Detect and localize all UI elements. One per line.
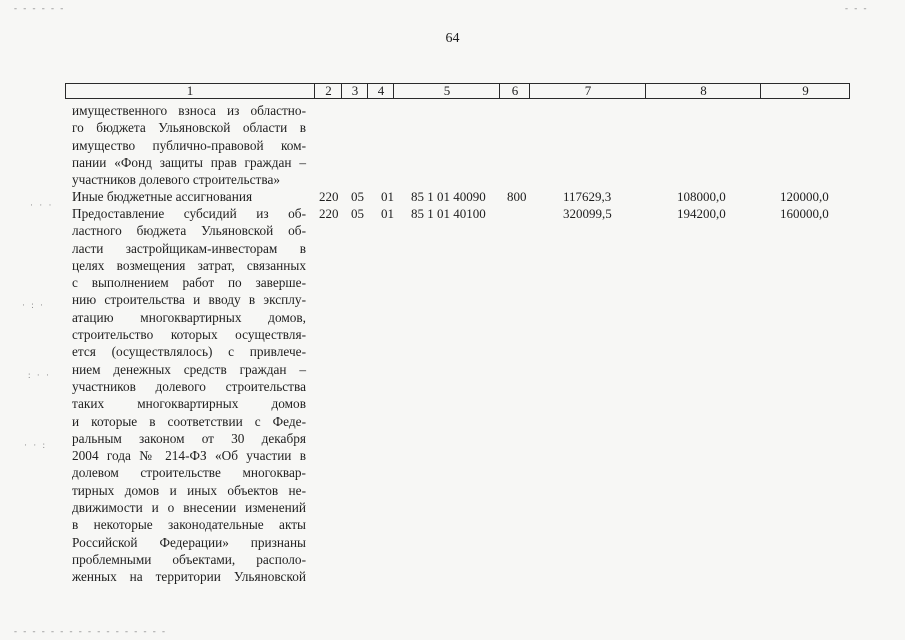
header-col-9: 9	[760, 84, 850, 98]
row-1-col9: 120000,0	[780, 189, 829, 204]
continuation-line: имущество публично-правовой ком-	[72, 137, 306, 153]
row-2-description	[72, 205, 306, 586]
row-1-col3: 05	[351, 189, 364, 204]
row-2-line: Предоставление субсидий из об-	[72, 206, 306, 221]
row-1-description	[72, 188, 306, 205]
header-col-8: 8	[645, 84, 761, 98]
page-number: 64	[445, 31, 460, 46]
header-col-5: 5	[393, 84, 500, 98]
continuation-line: го бюджета Ульяновской области в	[72, 120, 306, 136]
header-col-2: 2	[314, 84, 342, 98]
row-2-line: и которые в соответствии с Феде-	[72, 413, 306, 429]
scan-artifact: : · ·	[28, 370, 51, 380]
header-col-4: 4	[367, 84, 394, 98]
row-2-line: ральным законом от 30 декабря	[72, 430, 306, 446]
row-2-line: долевом строительстве многоквар-	[72, 465, 306, 481]
row-2-line: Российской Федерации» признаны	[72, 534, 306, 550]
row-2-line: в некоторые законодательные акты	[72, 517, 306, 533]
row-2-line: таких многоквартирных домов	[72, 396, 306, 412]
row-1-col7: 117629,3	[563, 189, 612, 204]
row-2-col7: 320099,5	[563, 206, 612, 221]
row-2-line: с выполнением работ по заверше-	[72, 275, 306, 291]
header-col-6: 6	[499, 84, 530, 98]
table-header-row	[65, 83, 850, 99]
continuation-line: пании «Фонд защиты прав граждан –	[72, 154, 306, 170]
row-2-col2: 220	[319, 206, 339, 221]
row-2-col3: 05	[351, 206, 364, 221]
row-2-col8: 194200,0	[677, 206, 726, 221]
row-2-line: участников долевого строительства	[72, 378, 306, 394]
row-2-line: ластного бюджета Ульяновской об-	[72, 223, 306, 239]
scan-artifact: - - - - - -	[14, 3, 66, 13]
scan-artifact: · · ·	[30, 200, 54, 210]
scan-artifact: - - -	[845, 3, 869, 13]
header-col-1: 1	[186, 83, 194, 98]
row-1-line: Иные бюджетные ассигнования	[72, 189, 253, 204]
continuation-line: участников долевого строительства»	[72, 172, 280, 188]
header-col-3: 3	[341, 84, 368, 98]
row-2-line: ется (осуществлялось) с привлече-	[72, 344, 306, 360]
scan-artifact: · : ·	[22, 300, 45, 310]
continuation-line: имущественного взноса из областно-	[72, 103, 306, 118]
row-1-col2: 220	[319, 189, 339, 204]
row-2-col4: 01	[381, 206, 394, 221]
row-1-col5: 85 1 01 40090	[411, 189, 486, 204]
scan-artifact: · · :	[24, 440, 47, 450]
row-2-line: женных на территории Ульяновской	[72, 569, 306, 585]
header-col-7: 7	[529, 84, 646, 98]
row-2-line: нием денежных средств граждан –	[72, 361, 306, 377]
row-2-col5: 85 1 01 40100	[411, 206, 486, 221]
row-1-col8: 108000,0	[677, 189, 726, 204]
row-1-col6: 800	[507, 189, 527, 204]
row-2-line: строительство которых осуществля-	[72, 327, 306, 343]
row-2-line: ласти застройщикам-инвесторам в	[72, 240, 306, 256]
row-2-line: 2004 года № 214-ФЗ «Об участии в	[72, 448, 306, 464]
row-2-line: атацию многоквартирных домов,	[72, 309, 306, 325]
row-1-col4: 01	[381, 189, 394, 204]
continuation-text	[72, 102, 306, 188]
row-2-line: тирных домов и иных объектов не-	[72, 482, 306, 498]
row-2-line: нию строительства и вводу в эксплу-	[72, 292, 306, 308]
row-2-line: движимости и о внесении изменений	[72, 500, 306, 516]
row-2-line: проблемными объектами, располо-	[72, 551, 306, 567]
row-2-line: целях возмещения затрат, связанных	[72, 257, 306, 273]
row-2-col9: 160000,0	[780, 206, 829, 221]
scan-artifact: - - - - - - - - - - - - - - - - -	[14, 626, 167, 636]
